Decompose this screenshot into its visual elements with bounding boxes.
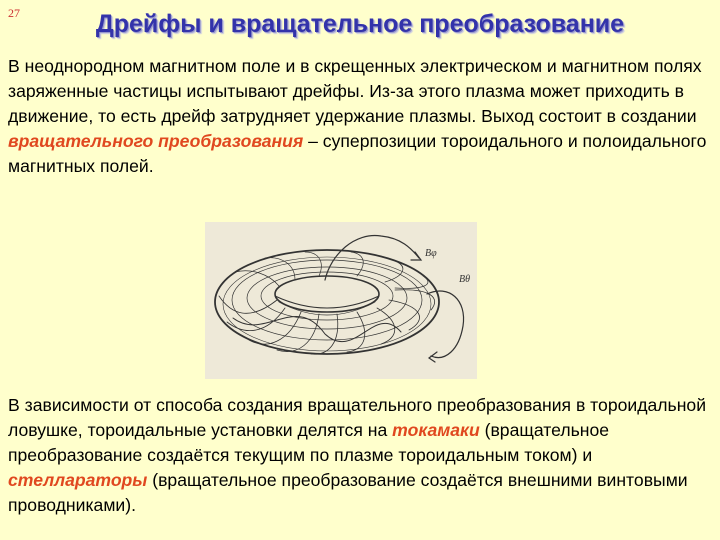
term-stellarators: стеллараторы	[8, 470, 148, 490]
torus-diagram	[205, 222, 477, 379]
classification-text-c: (вращательное преобразование создаётся внешними винтовыми проводниками).	[8, 470, 688, 515]
toroidal-field-label: Bφ	[425, 248, 437, 259]
term-tokamaks: токамаки	[392, 420, 480, 440]
page-title: Дрейфы и вращательное преобразование	[95, 10, 625, 38]
intro-text-b: – суперпозиции тороидального и полоидального магнитных полей.	[8, 131, 707, 176]
slide-number: 27	[8, 6, 20, 20]
classification-text-a: В зависимости от способа создания вращательного преобразования в тороидальной ловушке, тороидальные установки делятся на	[8, 395, 707, 440]
classification-text-b: (вращательное преобразование создаётся текущим по плазме тороидальным током) и	[8, 420, 610, 465]
torus-hole-contour	[275, 276, 379, 312]
torus-outer-contour	[215, 250, 439, 354]
poloidal-field-label: Bθ	[459, 274, 471, 285]
term-rotational-transform: вращательного преобразования	[8, 131, 304, 151]
intro-paragraph	[8, 54, 716, 179]
poloidal-field-arrow	[427, 291, 464, 358]
intro-text-a: В неоднородном магнитном поле и в скрещенных электрическом и магнитном полях заряженные частицы испытывают дрейфы. Из-за этого плазма может приходить в движение, то есть дрейф затрудняет удержание плазмы. Выход состоит в создании	[8, 56, 702, 126]
torus-figure	[205, 222, 477, 379]
toroidal-field-arrow	[325, 236, 419, 280]
classification-paragraph	[8, 393, 716, 518]
